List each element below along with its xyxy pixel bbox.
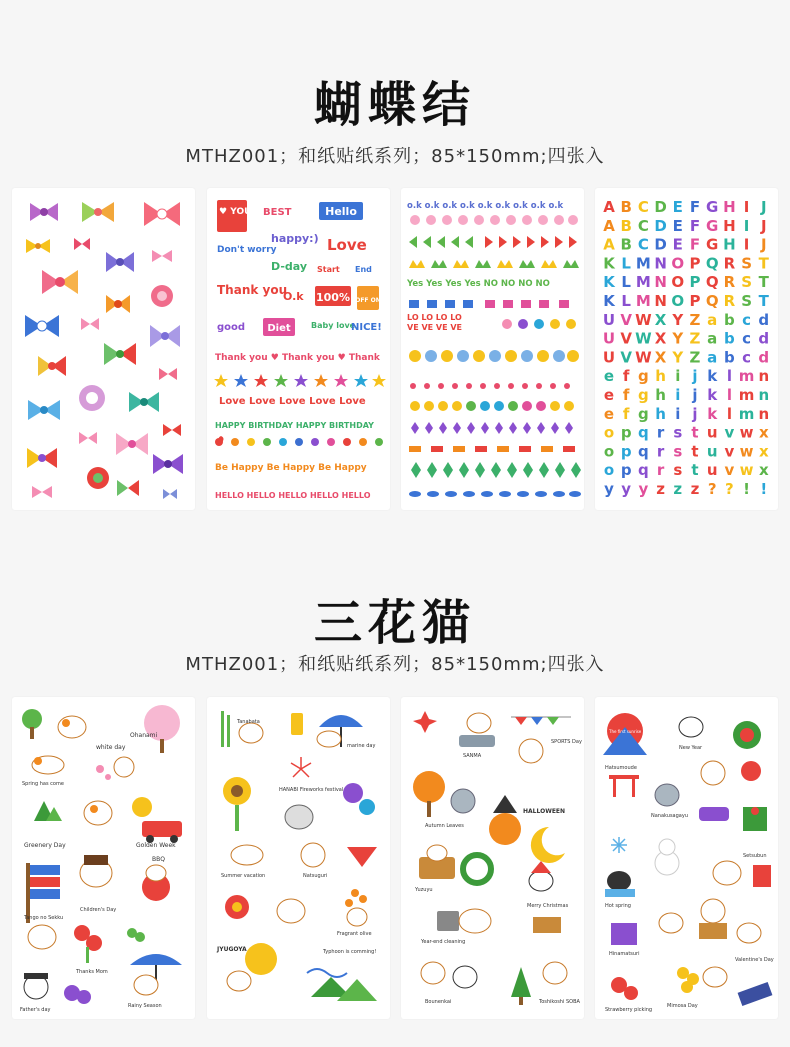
alphabet-letter: A xyxy=(603,235,615,254)
alphabet-letter: V xyxy=(620,310,633,329)
alphabet-letter: r xyxy=(656,442,665,461)
alphabet-letter: y xyxy=(621,480,632,498)
cat-icon xyxy=(703,967,727,987)
alphabet-letter: P xyxy=(689,273,701,292)
row-thank-you: Thank you ♥ Thank you ♥ Thank xyxy=(215,353,380,363)
alphabet-letter: j xyxy=(692,386,698,404)
sticker-sheet-autumn-cats xyxy=(401,697,584,1019)
sticker-sheet-spring-cats xyxy=(12,697,195,1019)
alphabet-letter: b xyxy=(724,348,735,367)
alphabet-letter: S xyxy=(741,273,753,292)
label-setsubun: Setsubun xyxy=(743,853,767,859)
cats-row xyxy=(409,300,569,308)
label-white-day: white day xyxy=(96,744,126,751)
alphabet-letter: m xyxy=(738,367,755,386)
alphabet-letter: U xyxy=(602,348,616,367)
sticker-hello: Hello xyxy=(325,205,357,218)
alphabet-letter: J xyxy=(761,235,767,254)
cat-icon xyxy=(679,717,703,737)
label-tango: Tango no Sekku xyxy=(24,915,64,921)
alphabet-letter: F xyxy=(689,216,701,235)
alphabet-letter: O xyxy=(671,254,685,273)
alphabet-letter: z xyxy=(673,480,683,498)
alphabet-letter: U xyxy=(602,310,616,329)
alphabet-letter: i xyxy=(675,404,681,423)
alphabet-letter: G xyxy=(706,198,719,216)
alphabet-letter: e xyxy=(603,367,615,386)
alphabet-letter: v xyxy=(724,442,735,461)
alphabet-letter: t xyxy=(691,442,699,461)
alphabet-letter: e xyxy=(603,386,615,404)
alphabet-letter: A xyxy=(603,216,615,235)
alphabet-letter: O xyxy=(671,292,685,310)
alphabet-letter: C xyxy=(637,198,649,216)
cat-faces-row xyxy=(409,350,579,362)
cat-icon xyxy=(317,731,341,747)
alphabet-letter: y xyxy=(638,480,649,498)
row-happy-birthday: HAPPY BIRTHDAY HAPPY BIRTHDAY xyxy=(215,421,374,430)
alphabet-letter: x xyxy=(758,423,769,442)
alphabet-letter: c xyxy=(742,348,752,367)
alphabet-letter: ? xyxy=(707,480,717,498)
arrow-row xyxy=(409,236,577,248)
label-sanma: SANMA xyxy=(463,753,482,759)
cat-icon xyxy=(231,845,263,865)
row-be-happy: Be Happy Be Happy Be Happy xyxy=(215,463,367,473)
alphabet-letter: d xyxy=(758,310,770,329)
row-ve: VE VE VE VE xyxy=(407,323,462,332)
cat-icon xyxy=(28,925,56,949)
section-title-ribbon: 蝴蝶结 xyxy=(313,77,476,133)
label-ohanami: Ohanami xyxy=(130,732,158,739)
firework-icon xyxy=(291,757,311,777)
cat-icon xyxy=(529,861,553,891)
alphabet-letter: X xyxy=(654,329,667,348)
label-typhoon: Typhoon is comming! xyxy=(323,949,377,955)
label-strawberry: Strawberry picking xyxy=(605,1007,653,1013)
alphabet-letter: T xyxy=(758,292,769,310)
alphabet-letter: W xyxy=(635,329,652,348)
alphabet-letter: l xyxy=(726,367,732,386)
alphabet-letter: x xyxy=(758,442,769,461)
alphabet-letter: Y xyxy=(672,348,684,367)
cat-icon xyxy=(134,975,158,995)
row-lo: LO LO LO LO xyxy=(407,313,462,322)
alphabet-letter: d xyxy=(758,329,770,348)
alphabet-letter: s xyxy=(673,442,683,461)
row-ok: o.k o.k o.k o.k o.k o.k o.k o.k o.k xyxy=(407,201,564,211)
cat-icon xyxy=(58,716,86,738)
alphabet-letter: h xyxy=(655,404,666,423)
alphabet-letter: X xyxy=(654,310,667,329)
alphabet-letter: V xyxy=(620,329,633,348)
words-illustration xyxy=(207,188,390,510)
sticker-sheet-words xyxy=(207,188,390,510)
alphabet-letter: w xyxy=(739,442,754,461)
sticker-love: Love xyxy=(327,236,367,254)
label-hatsumoude: Hatsumoude xyxy=(605,765,637,771)
sticker-good: good xyxy=(217,322,246,333)
alphabet-letter: L xyxy=(621,273,631,292)
alphabet-letter: N xyxy=(654,292,667,310)
cat-icon xyxy=(24,973,48,999)
label-nanakusa: Nanakusagayu xyxy=(651,813,688,819)
alphabet-letter: J xyxy=(761,216,767,235)
label-hot-spring: Hot spring xyxy=(605,903,631,909)
snowflake-icon xyxy=(611,837,627,853)
alphabet-letter: p xyxy=(620,423,632,442)
small-cats-row xyxy=(409,446,575,452)
section-title-calico-cat: 三花猫 xyxy=(313,595,476,651)
alphabet-letter: g xyxy=(638,386,649,404)
alphabet-letter: Q xyxy=(705,254,719,273)
label-tanabata: Tanabata xyxy=(237,719,260,725)
alphabet-letter: q xyxy=(638,442,649,461)
alphabet-letter: D xyxy=(654,235,667,254)
alphabet-letter: z xyxy=(690,480,700,498)
alphabet-letter: E xyxy=(672,216,683,235)
alphabet-letter: t xyxy=(691,461,699,480)
alphabet-letter: N xyxy=(654,273,667,292)
alphabet-letter: G xyxy=(706,216,719,235)
cat-icon xyxy=(227,971,251,991)
sticker-start: Start xyxy=(317,265,340,274)
fish-row xyxy=(409,491,581,497)
alphabet-letter: ! xyxy=(760,480,768,498)
alphabet-letter: s xyxy=(673,423,683,442)
label-first-sunrise: The first sunrise xyxy=(609,729,642,734)
alphabet-letter: H xyxy=(723,198,736,216)
alphabet-letter: X xyxy=(654,348,667,367)
cat-icon xyxy=(459,909,491,933)
alphabet-letter: u xyxy=(706,442,718,461)
alphabet-letter: q xyxy=(638,461,649,480)
sticker-off-on: OFF ON xyxy=(355,297,381,304)
alphabet-letter: I xyxy=(743,235,750,254)
alphabet-letter: L xyxy=(621,292,631,310)
cat-icon xyxy=(84,801,112,825)
alphabet-letter: f xyxy=(622,367,630,386)
alphabet-letter: B xyxy=(620,198,632,216)
alphabet-letter: O xyxy=(671,273,685,292)
alphabet-letter: E xyxy=(672,198,683,216)
alphabet-letter: M xyxy=(635,292,651,310)
alphabet-letter: R xyxy=(723,254,736,273)
cat-icon xyxy=(347,908,367,926)
alphabet-letter: P xyxy=(689,292,701,310)
cat-icon xyxy=(427,845,447,861)
alphabet-letter: q xyxy=(638,423,649,442)
alphabet-letter: y xyxy=(604,480,614,498)
cat-icon xyxy=(659,913,683,933)
spring-cats-illustration xyxy=(12,697,195,1019)
alphabet-letter: f xyxy=(622,386,630,404)
alphabet-letter: F xyxy=(689,198,701,216)
label-greenery: Greenery Day xyxy=(24,842,66,849)
patterns-illustration xyxy=(401,188,584,510)
hearts-row xyxy=(215,436,383,446)
label-yearend: Year-end cleaning xyxy=(421,939,466,945)
alphabet-letter: ! xyxy=(743,480,751,498)
sticker-sheet-bows xyxy=(12,188,195,510)
label-hinamatsuri: Hinamatsuri xyxy=(609,951,640,957)
cat-icon xyxy=(453,966,477,988)
alphabet-letter: Z xyxy=(689,310,701,329)
cat-icon xyxy=(80,855,112,887)
winter-cats-illustration xyxy=(595,697,778,1019)
alphabet-letter: M xyxy=(635,273,651,292)
label-bbq: BBQ xyxy=(152,856,165,863)
section-subtitle-ribbon: MTHZ001；和纸贴纸系列；85*150mm;四张入 xyxy=(185,146,605,167)
alphabet-letter: j xyxy=(692,367,698,386)
alphabet-letter: g xyxy=(638,367,649,386)
cat-icon xyxy=(737,923,761,943)
alphabet-letter: H xyxy=(723,235,736,254)
alphabet-letter: W xyxy=(635,348,652,367)
alphabet-letter: v xyxy=(724,461,735,480)
alphabet-letter: j xyxy=(692,404,698,423)
alphabet-letter: w xyxy=(739,461,754,480)
diamonds-row xyxy=(411,422,573,434)
label-natsuguri: Natsuguri xyxy=(303,873,328,879)
alphabet-letter: B xyxy=(620,216,632,235)
label-summer: Summer vacation xyxy=(221,873,266,879)
alphabet-letter: t xyxy=(691,423,699,442)
ducks-row xyxy=(410,401,574,411)
alphabet-letter: C xyxy=(637,235,649,254)
alphabet-letter: n xyxy=(758,367,770,386)
label-soba: Toshikoshi SOBA xyxy=(539,999,580,1005)
label-spring: Spring has come xyxy=(22,781,64,787)
alphabet-letter: w xyxy=(739,423,754,442)
alphabet-letter: R xyxy=(723,292,736,310)
alphabet-letter: T xyxy=(758,273,769,292)
summer-cats-illustration xyxy=(207,697,390,1019)
label-mimosa: Mimosa Day xyxy=(667,1003,698,1009)
alphabet-letter: h xyxy=(655,386,666,404)
alphabet-letter: B xyxy=(620,235,632,254)
alphabet-letter: J xyxy=(761,198,767,216)
alphabet-letter: m xyxy=(738,386,755,404)
sticker-best: BEST xyxy=(263,207,292,218)
cat-icon xyxy=(543,962,567,984)
alphabet-letter: n xyxy=(758,404,770,423)
cat-icon xyxy=(114,757,134,777)
alphabet-letter: l xyxy=(726,404,732,423)
alphabet-letter: R xyxy=(723,273,736,292)
label-valentine: Valentine's Day xyxy=(735,957,774,963)
alphabet-letter: g xyxy=(638,404,649,423)
alphabet-letter: p xyxy=(620,461,632,480)
alphabet-letter: ? xyxy=(725,480,734,498)
sticker-happy: happy:) xyxy=(271,232,319,245)
alphabet-letter: U xyxy=(602,329,616,348)
label-childrens: Children's Day xyxy=(80,907,117,913)
stars-row xyxy=(214,374,386,387)
autumn-cats-illustration xyxy=(401,697,584,1019)
alphabet-letter: I xyxy=(743,198,750,216)
cat-icon xyxy=(301,843,325,867)
sticker-diet: Diet xyxy=(267,323,291,334)
alphabet-letter: I xyxy=(743,216,750,235)
alphabet-letter: V xyxy=(620,348,633,367)
alphabet-letter: H xyxy=(723,216,736,235)
alphabet-letter: v xyxy=(724,423,735,442)
alphabet-letter: a xyxy=(707,348,718,367)
alphabet-letter: Q xyxy=(705,292,719,310)
alphabet-letter: k xyxy=(707,386,718,404)
alphabet-letter: Z xyxy=(689,329,701,348)
bows-row xyxy=(410,383,570,389)
alphabet-letter: K xyxy=(603,273,615,292)
label-rainy: Rainy Season xyxy=(128,1003,162,1009)
label-christmas: Merry Christmas xyxy=(527,903,569,909)
alphabet-letter: o xyxy=(603,442,615,461)
alphabet-letter: N xyxy=(654,254,667,273)
alphabet-letter: i xyxy=(675,367,681,386)
green-diamonds-row xyxy=(411,462,581,478)
alphabet-letter: r xyxy=(656,423,665,442)
cat-icon xyxy=(713,861,741,885)
alphabet-letter: Z xyxy=(689,348,701,367)
sticker-thank-you: Thank you xyxy=(217,283,288,297)
sticker-sheet-alphabet xyxy=(595,188,778,510)
alphabet-letter: n xyxy=(758,386,770,404)
cat-icon xyxy=(701,899,725,923)
alphabet-letter: K xyxy=(603,254,615,273)
alphabet-letter: x xyxy=(758,461,769,480)
label-fragrant: Fragrant olive xyxy=(337,931,372,937)
bows-illustration xyxy=(12,188,195,510)
alphabet-letter: f xyxy=(622,404,630,423)
alphabet-letter: e xyxy=(603,404,615,423)
alphabet-letter: Y xyxy=(672,310,684,329)
sticker-d-day: D-day xyxy=(271,260,308,273)
label-golden: Golden Week xyxy=(136,842,176,849)
alphabet-letter: s xyxy=(673,461,683,480)
label-hanabi: HANABI Fireworks festival xyxy=(279,787,344,793)
row-hello: HELLO HELLO HELLO HELLO HELLO xyxy=(215,491,371,500)
sticker-100: 100% xyxy=(316,291,350,304)
alphabet-letter: o xyxy=(603,423,615,442)
label-autumn: Autumn Leaves xyxy=(425,823,464,829)
alphabet-letter: M xyxy=(635,254,651,273)
label-yuzuyu: Yuzuyu xyxy=(415,887,433,893)
pig-row xyxy=(410,215,578,225)
alphabet-letter: m xyxy=(738,404,755,423)
alphabet-letter: a xyxy=(707,329,718,348)
cat-icon xyxy=(277,899,305,923)
crown-row xyxy=(409,260,579,268)
alphabet-letter: h xyxy=(655,367,666,386)
label-thanks-mom: Thanks Mom xyxy=(76,969,108,975)
sticker-baby-love: Baby love xyxy=(311,321,356,330)
sticker-nice: NICE! xyxy=(351,322,382,333)
cat-icon xyxy=(146,865,166,881)
birds-row xyxy=(502,319,576,329)
alphabet-letter: d xyxy=(758,348,770,367)
bow-icon xyxy=(25,202,183,499)
alphabet-letter: u xyxy=(706,423,718,442)
label-halloween: HALLOWEEN xyxy=(523,808,566,815)
alphabet-letter: b xyxy=(724,329,735,348)
sticker-i-love-you: I ♥ YOU xyxy=(212,207,252,217)
alphabet-letter: D xyxy=(654,216,667,235)
sticker-dont-worry: Don't worry xyxy=(217,245,277,255)
alphabet-letter: u xyxy=(706,461,718,480)
cat-icon xyxy=(32,756,64,774)
alphabet-letter: Q xyxy=(705,273,719,292)
row-love: Love Love Love Love Love xyxy=(219,396,366,407)
cat-icon xyxy=(519,739,543,763)
sticker-sheet-winter-cats xyxy=(595,697,778,1019)
alphabet-letter: C xyxy=(637,216,649,235)
alphabet-letter: c xyxy=(742,310,752,329)
alphabet-letter: Y xyxy=(672,329,684,348)
cat-icon xyxy=(451,789,475,813)
alphabet-letter: A xyxy=(603,198,615,216)
cat-icon xyxy=(701,761,725,785)
alphabet-letter: i xyxy=(675,386,681,404)
section-subtitle-calico-cat: MTHZ001；和纸贴纸系列；85*150mm;四张入 xyxy=(185,654,605,675)
label-jyugoya: JYUGOYA xyxy=(217,946,247,953)
alphabet-letter: b xyxy=(724,310,735,329)
sticker-sheet-summer-cats xyxy=(207,697,390,1019)
alphabet-letter: l xyxy=(726,386,732,404)
alphabet-letter: r xyxy=(656,461,665,480)
alphabet-letter: T xyxy=(758,254,769,273)
alphabet-letter: S xyxy=(741,292,753,310)
alphabet-letter: S xyxy=(741,254,753,273)
alphabet-letter: G xyxy=(706,235,719,254)
sticker-end: End xyxy=(355,265,372,274)
alphabet-letter: o xyxy=(603,461,615,480)
alphabet-letter: p xyxy=(620,442,632,461)
cat-icon xyxy=(285,805,313,829)
alphabet-illustration xyxy=(595,188,778,510)
sticker-sheet-patterns xyxy=(401,188,584,510)
label-bounenkai: Bounenkai xyxy=(425,999,452,1005)
sticker-ok: O.k xyxy=(283,290,304,303)
alphabet-letter: P xyxy=(689,254,701,273)
alphabet-letter: F xyxy=(689,235,701,254)
label-new-year: New Year xyxy=(679,745,703,751)
alphabet-letter: k xyxy=(707,367,718,386)
alphabet-letter: a xyxy=(707,310,718,329)
alphabet-letter: z xyxy=(656,480,665,498)
cat-icon xyxy=(655,784,679,806)
label-fathers: Father's day xyxy=(20,1007,51,1013)
alphabet-letter: D xyxy=(654,198,667,216)
alphabet-letter: k xyxy=(707,404,718,423)
label-marine: marine day xyxy=(347,743,376,749)
cat-icon xyxy=(239,723,263,743)
cat-icon xyxy=(607,871,631,891)
label-sports: SPORTS Day xyxy=(551,739,582,745)
cat-icon xyxy=(421,962,445,984)
row-yes-no: Yes Yes Yes Yes NO NO NO NO xyxy=(407,279,550,289)
alphabet-letter: W xyxy=(635,310,652,329)
alphabet-letter: c xyxy=(742,329,752,348)
alphabet-letter: E xyxy=(672,235,683,254)
alphabet-letter: K xyxy=(603,292,615,310)
cat-icon xyxy=(467,713,491,733)
alphabet-letter: L xyxy=(621,254,631,273)
